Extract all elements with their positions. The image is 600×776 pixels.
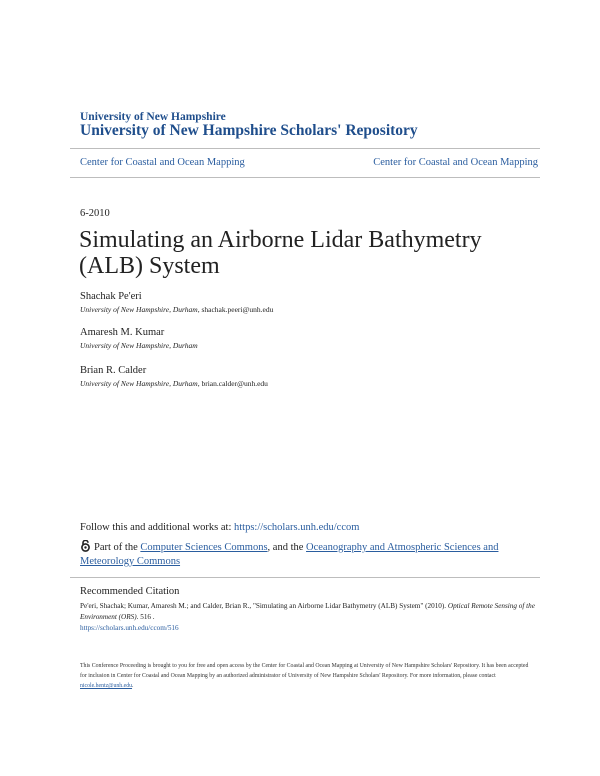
part-of-prefix: Part of the <box>94 542 141 553</box>
author-name: Brian R. Calder <box>80 365 147 376</box>
author-email[interactable]: shachak.peeri@unh.edu <box>201 305 274 314</box>
part-of-line <box>80 540 540 569</box>
university-name[interactable]: University of New Hampshire <box>80 111 226 123</box>
notice-text: This Conference Proceeding is brought to you for free and open access by the Center for Coastal and Ocean Mapping at University of New Hampshire Scholars' Repository. It has been accepted for inclusion in Center for Coastal and Ocean Mapping by an authorized administrator of University of New Hampshire Scholars' Repository. For more information, please contact <box>80 663 529 679</box>
affiliation-text: University of New Hampshire, Durham <box>80 379 198 388</box>
computer-sciences-commons-link[interactable]: Computer Sciences Commons <box>140 542 268 553</box>
notice-end: . <box>132 683 134 689</box>
oceanography-commons-link[interactable]: Oceanography and Atmospheric Sciences and Meteorology Commons <box>80 542 499 567</box>
citation-body: Pe'eri, Shachak; Kumar, Amaresh M.; and Calder, Brian R., "Simulating an Airborne Lidar Bathymetry (ALB) System" (2010). <box>80 602 447 610</box>
divider-collections <box>70 177 540 178</box>
author-affiliation: University of New Hampshire, Durham, shachak.peeri@unh.edu <box>80 305 274 314</box>
follow-line <box>80 522 359 533</box>
collection-link-left[interactable]: Center for Coastal and Ocean Mapping <box>80 157 245 168</box>
open-access-icon <box>80 540 91 552</box>
contact-email-link[interactable]: nicole.hentz@unh.edu <box>80 683 133 689</box>
citation-journal: Optical Remote Sensing of the Environment (ORS) <box>80 602 535 621</box>
collection-link-right[interactable]: Center for Coastal and Ocean Mapping <box>373 157 538 168</box>
divider-citation <box>70 577 540 578</box>
author-name: Amaresh M. Kumar <box>80 327 165 338</box>
author-email[interactable]: brian.calder@unh.edu <box>201 379 268 388</box>
access-notice <box>80 661 535 691</box>
part-of-middle: , and the <box>267 542 307 553</box>
divider-top <box>70 148 540 149</box>
paper-title: Simulating an Airborne Lidar Bathymetry (ALB) System <box>79 227 482 279</box>
author-affiliation <box>80 341 198 350</box>
citation-url-link[interactable]: https://scholars.unh.edu/ccom/516 <box>80 624 179 632</box>
author-affiliation: University of New Hampshire, Durham, brian.calder@unh.edu <box>80 379 268 388</box>
author-name: Shachak Pe'eri <box>80 291 142 302</box>
citation-text <box>80 601 535 634</box>
affiliation-text: University of New Hampshire, Durham <box>80 341 198 350</box>
citation-suffix: . 516 . <box>136 613 155 621</box>
follow-url-link[interactable]: https://scholars.unh.edu/ccom <box>234 522 360 533</box>
repository-name[interactable]: University of New Hampshire Scholars' Repository <box>80 122 418 139</box>
follow-text: Follow this and additional works at: <box>80 522 234 533</box>
affiliation-text: University of New Hampshire, Durham <box>80 305 198 314</box>
publication-date: 6-2010 <box>80 208 110 219</box>
recommended-citation-heading: Recommended Citation <box>80 586 180 597</box>
